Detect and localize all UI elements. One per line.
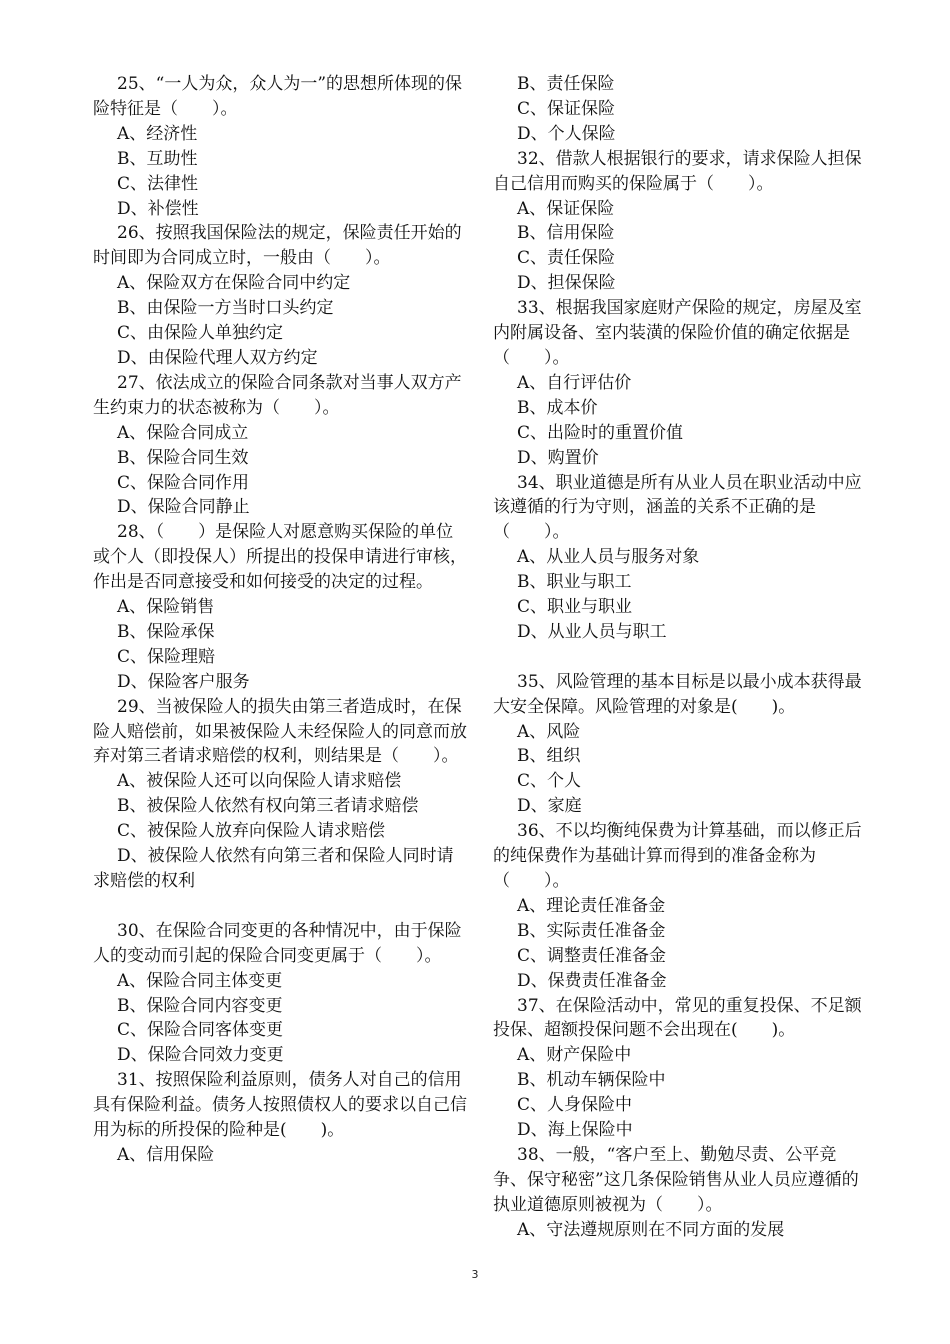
- option: A、保险销售: [117, 597, 215, 618]
- question-stem: 32、借款人根据银行的要求，请求保险人担保自己信用而购买的保险属于（ ）。: [493, 148, 862, 194]
- question-27: [93, 371, 468, 520]
- question-stem: 37、在保险活动中，常见的重复投保、不足额投保、超额投保问题不会出现在( )。: [493, 995, 862, 1041]
- option: D、家庭: [517, 796, 582, 817]
- option: A、信用保险: [117, 1144, 215, 1165]
- question-stem: 35、风险管理的基本目标是以最小成本获得最大安全保障。风险管理的对象是( )。: [493, 671, 862, 717]
- option: C、责任保险: [517, 248, 616, 269]
- option: A、经济性: [117, 123, 198, 144]
- question-stem: 33、根据我国家庭财产保险的规定，房屋及室内附属设备、室内装潢的保险价值的确定依据是（ ）。: [493, 298, 862, 368]
- option: A、财产保险中: [517, 1045, 632, 1066]
- option: A、被保险人还可以向保险人请求赔偿: [117, 771, 402, 792]
- option: B、保险合同生效: [117, 447, 249, 468]
- option: C、个人: [517, 771, 582, 792]
- question-33: [493, 296, 868, 470]
- option: A、守法遵规原则在不同方面的发展: [517, 1219, 785, 1240]
- question-31: [93, 1068, 468, 1168]
- option: B、职业与职工: [517, 572, 632, 593]
- spacer: [93, 894, 468, 919]
- question-stem: 38、一般，“客户至上、勤勉尽责、公平竞争、保守秘密”这几条保险销售从业人员应遵循的执业道德原则被视为（ ）。: [493, 1144, 859, 1215]
- option: C、法律性: [117, 173, 199, 194]
- option: D、补偿性: [117, 198, 199, 219]
- question-stem: 27、依法成立的保险合同条款对当事人双方产生约束力的状态被称为（ ）。: [93, 372, 462, 418]
- option: C、调整责任准备金: [517, 945, 667, 966]
- question-stem: 36、不以均衡纯保费为计算基础，而以修正后的纯保费作为基础计算而得到的准备金称为（ ）。: [493, 821, 862, 891]
- option: B、保险合同内容变更: [117, 995, 283, 1016]
- question-stem: 30、在保险合同变更的各种情况中，由于保险人的变动而引起的保险合同变更属于（ ）。: [93, 920, 462, 966]
- option: D、从业人员与职工: [517, 621, 667, 642]
- question-38: [493, 1143, 868, 1243]
- question-stem: 26、按照我国保险法的规定，保险责任开始的时间即为合同成立时，一般由（ ）。: [93, 223, 462, 269]
- question-stem: 28、（ ）是保险人对愿意购买保险的单位或个人（即投保人）所提出的投保申请进行审核，作出是否同意接受和如何接受的决定的过程。: [93, 522, 467, 593]
- option: B、被保险人依然有权向第三者请求赔偿: [117, 796, 419, 817]
- question-stem: 31、按照保险利益原则，债务人对自己的信用具有保险利益。债务人按照债权人的要求以自己信用为标的所投保的险种是( )。: [93, 1070, 467, 1141]
- question-25: [93, 72, 468, 221]
- option: D、个人保险: [517, 123, 616, 144]
- option: C、人身保险中: [517, 1095, 633, 1116]
- option: D、由保险代理人双方约定: [117, 347, 318, 368]
- option: D、保险合同静止: [117, 497, 250, 518]
- question-29: [93, 695, 468, 894]
- option: C、出险时的重置价值: [517, 422, 684, 443]
- option: B、组织: [517, 746, 581, 767]
- option: A、自行评估价: [517, 372, 632, 393]
- option: D、被保险人依然有向第三者和保险人同时请求赔偿的权利: [93, 846, 454, 891]
- question-34: [493, 471, 868, 645]
- option: A、理论责任准备金: [517, 895, 666, 916]
- option: A、从业人员与服务对象: [517, 547, 700, 568]
- question-37: [493, 994, 868, 1143]
- question-36: [493, 819, 868, 993]
- option: C、保证保险: [517, 98, 616, 119]
- question-stem: 25、“一人为众，众人为一”的思想所体现的保险特征是（ ）。: [93, 74, 463, 119]
- option: D、保险客户服务: [117, 671, 250, 692]
- option: B、由保险一方当时口头约定: [117, 298, 334, 319]
- question-stem: 34、职业道德是所有从业人员在职业活动中应该遵循的行为守则，涵盖的关系不正确的是（ ）。: [493, 472, 862, 543]
- question-26: [93, 221, 468, 370]
- option: D、购置价: [517, 447, 599, 468]
- option: B、保险承保: [117, 621, 215, 642]
- option: B、责任保险: [517, 74, 615, 94]
- right-column: [493, 72, 868, 1243]
- question-31-continued: [493, 72, 868, 147]
- option: A、保险双方在保险合同中约定: [117, 273, 351, 294]
- page-number: 3: [471, 1268, 479, 1281]
- option: C、被保险人放弃向保险人请求赔偿: [117, 821, 386, 842]
- option: C、保险合同客体变更: [117, 1020, 284, 1041]
- question-stem: 29、当被保险人的损失由第三者造成时，在保险人赔偿前，如果被保险人未经保险人的同意而放弃对第三者请求赔偿的权利，则结果是（ ）。: [93, 696, 467, 767]
- option: A、风险: [517, 721, 581, 742]
- option: C、职业与职业: [517, 597, 633, 618]
- spacer: [493, 645, 868, 670]
- question-32: [493, 147, 868, 296]
- option: B、机动车辆保险中: [517, 1070, 666, 1091]
- option: D、海上保险中: [517, 1120, 633, 1141]
- option: D、保费责任准备金: [517, 970, 667, 991]
- option: C、保险合同作用: [117, 472, 250, 493]
- option: A、保证保险: [517, 198, 615, 219]
- option: B、信用保险: [517, 223, 615, 244]
- option: A、保险合同成立: [117, 422, 249, 443]
- left-column: [93, 72, 468, 1168]
- question-28: [93, 520, 468, 694]
- option: D、保险合同效力变更: [117, 1045, 284, 1066]
- option: C、保险理赔: [117, 646, 216, 667]
- option: B、互助性: [117, 148, 198, 169]
- option: C、由保险人单独约定: [117, 323, 284, 344]
- question-30: [93, 919, 468, 1068]
- question-35: [493, 670, 868, 819]
- option: B、实际责任准备金: [517, 920, 666, 941]
- option: D、担保保险: [517, 273, 616, 294]
- option: B、成本价: [517, 397, 598, 418]
- option: A、保险合同主体变更: [117, 970, 283, 991]
